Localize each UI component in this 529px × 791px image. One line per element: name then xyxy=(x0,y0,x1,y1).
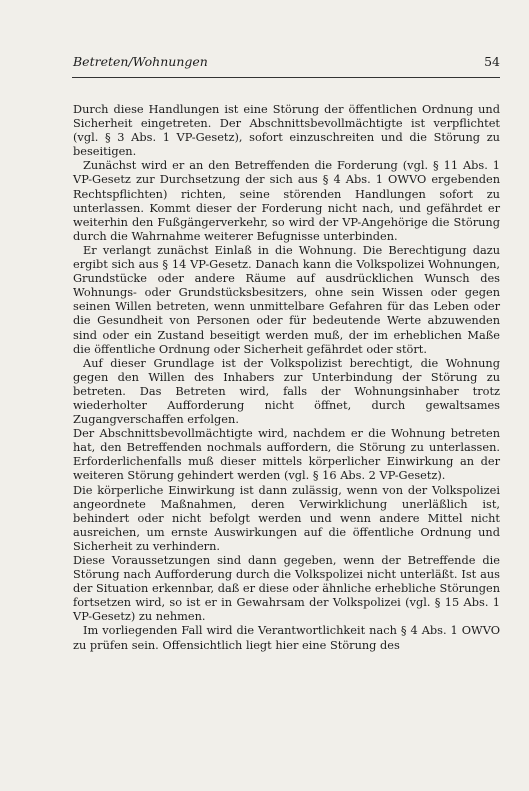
paragraph-4: Auf dieser Grundlage ist der Volkspolizist berechtigt, die Wohnung gegen den Willen des Inhabers zur Unterbindung der Störung zu betreten. Das Betreten wird, falls der Wohnungsinhaber trotz wiederholter Aufforderung nicht öffnet, durch gewaltsames Zugangverschaffen erfolgen. xyxy=(73,355,500,427)
paragraph-6: Die körperliche Einwirkung ist dann zulässig, wenn von der Volkspolizei angeordnete Maßnahmen, deren Verwirklichung unerläßlich ist, behindert oder nicht befolgt werden und wenn andere Mittel nicht ausreichen, um ernste Auswirkungen auf die öffentliche Ordnung und Sicherheit zu verhindern. xyxy=(73,482,500,553)
page-header xyxy=(73,54,500,72)
running-head: Betreten/Wohnungen xyxy=(73,54,208,69)
paragraph-7: Diese Voraussetzungen sind dann gegeben, wenn der Betreffende die Störung nach Aufforderung durch die Volkspolizei nicht unterläßt. Ist aus der Situation erkennbar, daß er diese oder ähnliche erhebliche Störungen fortsetzen wird, so ist er in Gewahrsam der Volkspolizei (vgl. § 15 Abs. 1 VP-Gesetz) zu nehmen. xyxy=(73,553,500,624)
paragraph-3: Er verlangt zunächst Einlaß in die Wohnung. Die Berechtigung dazu ergibt sich aus § 14 VP-Gesetz. Danach kann die Volkspolizei Wohnungen, Grundstücke oder andere Räume auf ausdrücklichen Wunsch des Wohnungs- oder Grundstücksbesitzers, ohne sein Wissen oder gegen seinen Willen betreten, wenn unmittelbare Gefahren für das Leben oder die Gesundheit von Personen oder für bedeutende Werte abzuwenden sind oder ein Zustand beseitigt werden muß, der im erheblichen Maße die öffentliche Ordnung oder Sicherheit gefährdet oder stört. xyxy=(73,242,500,356)
page-number: 54 xyxy=(484,54,500,69)
paragraph-8: Im vorliegenden Fall wird die Verantwortlichkeit nach § 4 Abs. 1 OWVO zu prüfen sein. Offensichtlich liegt hier eine Störung des xyxy=(73,623,500,652)
paragraph-2: Zunächst wird er an den Betreffenden die Forderung (vgl. § 11 Abs. 1 VP-Gesetz zur Durchsetzung der sich aus § 4 Abs. 1 OWVO ergebenden Rechtspflichten) richten, seine störenden Handlungen sofort zu unterlassen. Kommt dieser der Forderung nicht nach, und gefährdet er weiterhin den Fußgängerverkehr, so wird der VP-Angehörige die Störung durch die Wahrnahme weiterer Befugnisse unterbinden. xyxy=(73,158,500,243)
paragraph-5: Der Abschnittsbevollmächtigte wird, nachdem er die Wohnung betreten hat, den Betreffenden nochmals auffordern, die Störung zu unterlassen. Erforderlichenfalls muß dieser mittels körperlicher Einwirkung an der weiteren Störung gehindert werden (vgl. § 16 Abs. 2 VP-Gesetz). xyxy=(73,426,500,483)
body-text xyxy=(73,102,500,652)
paragraph-1: Durch diese Handlungen ist eine Störung der öffentlichen Ordnung und Sicherheit eingetreten. Der Abschnittsbevollmächtigte ist verpflichtet (vgl. § 3 Abs. 1 VP-Gesetz), sofort einzuschreiten und die Störung zu beseitigen. xyxy=(73,102,500,159)
header-rule xyxy=(72,77,500,78)
